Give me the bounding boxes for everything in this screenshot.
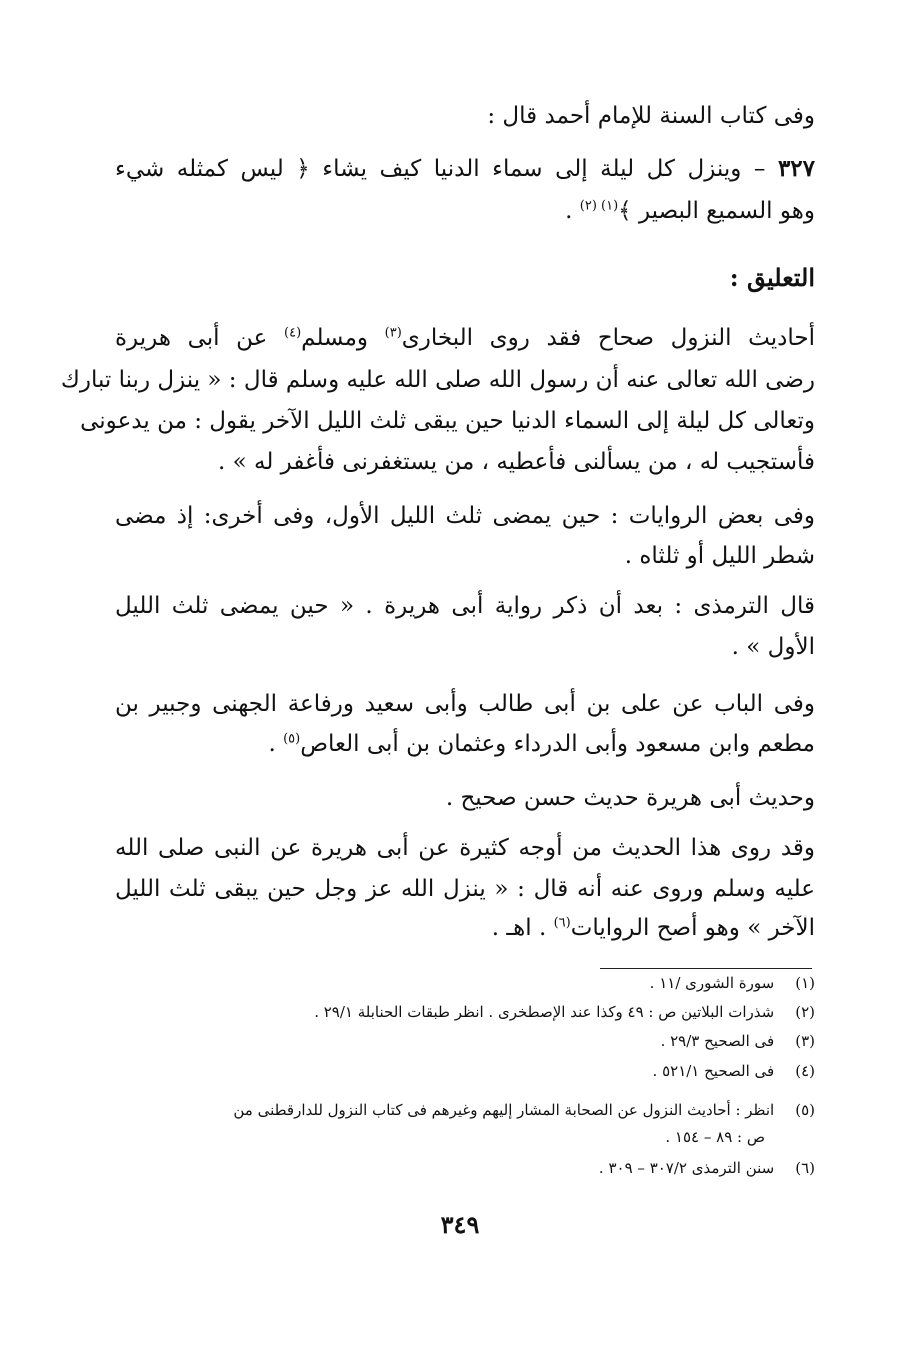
footnote-number: (٢) [795, 1003, 815, 1021]
para4-line1: وفى الباب عن على بن أبى طالب وأبى سعيد ورفاعة الجهنى وجبير بن [115, 691, 815, 717]
para1-line2: رضى الله تعالى عنه أن رسول الله صلى الله عليه وسلم قال : « ينزل ربنا تبارك [60, 367, 815, 393]
item-number: ٣٢٧ [777, 155, 816, 182]
footnote-ref-4: (٤) [284, 325, 302, 341]
para5-line: وحديث أبى هريرة حديث حسن صحيح . [445, 785, 815, 811]
footnote-ref-5: (٥) [283, 731, 301, 747]
para4-text-a: مطعم وابن مسعود وأبى الدرداء وعثمان بن أبى العاص [300, 731, 815, 757]
para6-line2: عليه وسلم وروى عنه أنه قال : « ينزل الله عز وجل حين يبقى ثلث الليل [115, 876, 815, 902]
para4-line2 [268, 728, 815, 760]
footnote-ref-3: (٣) [384, 325, 402, 341]
hadith-text-1: – وينزل كل ليلة إلى سماء الدنيا كيف يشاء ﴿ ليس كمثله شيء [115, 156, 766, 182]
footnote-5 [233, 1099, 815, 1121]
hadith-line-1 [115, 153, 815, 185]
footnote-text: فى الصحيح ٢٩/٣ . [660, 1032, 775, 1050]
footnote-number: (١) [795, 974, 815, 992]
footnote-number: (٣) [795, 1032, 815, 1050]
para6-text-a: الآخر » وهو أصح الروايات [570, 915, 815, 941]
commentary-heading: التعليق : [729, 263, 815, 292]
para6-line3 [492, 912, 815, 944]
para1-text-a: أحاديث النزول صحاح فقد روى البخارى [401, 325, 815, 351]
footnote-4 [653, 1060, 815, 1082]
footnote-text: سنن الترمذى ٣٠٧/٢ – ٣٠٩ . [598, 1159, 775, 1177]
footnote-text: فى الصحيح ٥٢١/١ . [652, 1062, 775, 1080]
para3-line1: قال الترمذى : بعد أن ذكر رواية أبى هريرة . « حين يمضى ثلث الليل [115, 593, 815, 619]
footnote-5-continued: ص : ٨٩ – ١٥٤ . [665, 1128, 765, 1146]
footnote-6 [599, 1157, 815, 1179]
footnote-text: سورة الشورى /١١ . [649, 974, 775, 992]
footnote-number: (٦) [795, 1159, 815, 1177]
hadith-text-2: وهو السميع البصير ﴾ [618, 198, 815, 224]
para1-line3: وتعالى كل ليلة إلى السماء الدنيا حين يبقى ثلث الليل الآخر يقول : من يدعونى [80, 408, 815, 434]
hadith-footnote-refs: (١) (٢) [579, 198, 619, 214]
footnote-ref-6: (٦) [553, 915, 571, 931]
para6-line1: وقد روى هذا الحديث من أوجه كثيرة عن أبى هريرة عن النبى صلى الله [115, 835, 815, 861]
para1-line4: فأستجيب له ، من يسألنى فأعطيه ، من يستغفرنى فأغفر له » . [217, 449, 815, 475]
footnote-3 [661, 1030, 815, 1052]
footnote-number: (٤) [795, 1062, 815, 1080]
para4-text-b: . [268, 731, 284, 757]
page-number: ٣٤٩ [440, 1210, 480, 1239]
intro-line: وفى كتاب السنة للإمام أحمد قال : [487, 103, 815, 129]
para1-text-b: ومسلم [301, 325, 385, 351]
footnote-divider [600, 968, 812, 969]
para2-line2: شطر الليل أو ثلثاه . [624, 543, 815, 569]
para1-line1 [115, 322, 815, 354]
para3-line2: الأول » . [731, 634, 815, 660]
footnote-2 [314, 1001, 815, 1023]
footnote-text: شذرات البلاتين ص : ٤٩ وكذا عند الإصطخرى . انظر طبقات الحنابلة ٢٩/١ . [314, 1003, 775, 1021]
para6-text-b: . اهـ . [491, 915, 554, 941]
footnote-text: انظر : أحاديث النزول عن الصحابة المشار إليهم وغيرهم فى كتاب النزول للدارقطنى من [233, 1101, 775, 1119]
footnote-number: (٥) [795, 1101, 815, 1119]
hadith-line-2: وهو السميع البصير ﴾$^{(١) (٢)}$ . [565, 198, 815, 224]
para2-line1: وفى بعض الروايات : حين يمضى ثلث الليل الأول، وفى أخرى: إذ مضى [115, 503, 815, 529]
para1-text-c: عن أبى هريرة [115, 325, 284, 351]
footnote-1 [650, 972, 815, 994]
